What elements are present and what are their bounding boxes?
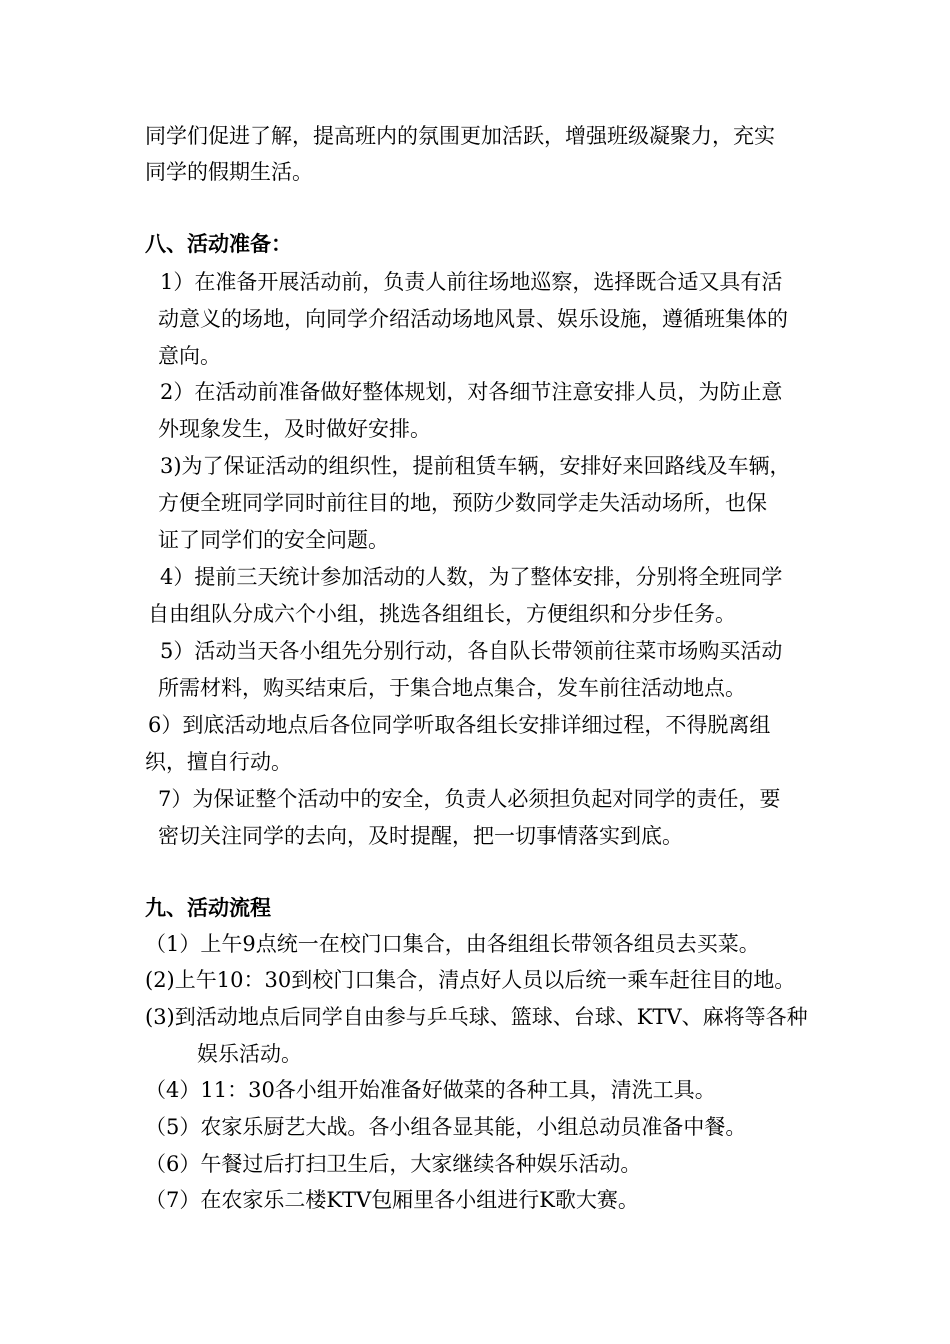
section-heading-process: 九、活动流程 bbox=[145, 896, 271, 920]
preparation-line: 5）活动当天各小组先分别行动，各自队长带领前往菜市场购买活动 bbox=[160, 639, 783, 663]
process-line: (3)到活动地点后同学自由参与乒乓球、篮球、台球、KTV、麻将等各种 bbox=[145, 1005, 808, 1029]
preparation-line: 自由组队分成六个小组，挑选各组组长，方便组织和分步任务。 bbox=[148, 602, 736, 626]
preparation-line: 7）为保证整个活动中的安全，负责人必须担负起对同学的责任，要 bbox=[158, 787, 781, 811]
preparation-line: 方便全班同学同时前往目的地，预防少数同学走失活动场所，也保 bbox=[158, 491, 767, 515]
preparation-line: 6）到底活动地点后各位同学听取各组长安排详细过程，不得脱离组 bbox=[148, 713, 771, 737]
preparation-line: 2）在活动前准备做好整体规划，对各细节注意安排人员，为防止意 bbox=[160, 380, 783, 404]
preparation-line: 意向。 bbox=[158, 344, 221, 368]
section-heading-preparation: 八、活动准备： bbox=[145, 232, 292, 256]
process-line: （6）午餐过后打扫卫生后，大家继续各种娱乐活动。 bbox=[145, 1152, 642, 1176]
preparation-line: 证了同学们的安全问题。 bbox=[158, 528, 389, 552]
preparation-line: 外现象发生，及时做好安排。 bbox=[158, 417, 431, 441]
process-line: (2)上午10：30到校门口集合，清点好人员以后统一乘车赶往目的地。 bbox=[145, 968, 796, 992]
process-line: （4）11：30各小组开始准备好做菜的各种工具，清洗工具。 bbox=[145, 1078, 716, 1102]
preparation-line: 织，擅自行动。 bbox=[145, 750, 292, 774]
preparation-line: 3)为了保证活动的组织性，提前租赁车辆，安排好来回路线及车辆， bbox=[160, 454, 791, 478]
preparation-line: 1）在准备开展活动前，负责人前往场地巡察，选择既合适又具有活 bbox=[160, 270, 783, 294]
process-line: （5）农家乐厨艺大战。各小组各显其能，小组总动员准备中餐。 bbox=[145, 1115, 747, 1139]
intro-line: 同学的假期生活。 bbox=[145, 160, 313, 184]
preparation-line: 密切关注同学的去向，及时提醒，把一切事情落实到底。 bbox=[158, 824, 683, 848]
intro-line: 同学们促进了解，提高班内的氛围更加活跃，增强班级凝聚力，充实 bbox=[145, 124, 775, 148]
process-line: （7）在农家乐二楼KTV包厢里各小组进行K歌大赛。 bbox=[145, 1188, 639, 1212]
preparation-line: 4）提前三天统计参加活动的人数，为了整体安排，分别将全班同学 bbox=[160, 565, 783, 589]
process-line: （1）上午9点统一在校门口集合，由各组组长带领各组员去买菜。 bbox=[145, 932, 760, 956]
preparation-line: 所需材料，购买结束后，于集合地点集合，发车前往活动地点。 bbox=[158, 676, 746, 700]
process-line: 娱乐活动。 bbox=[197, 1042, 302, 1066]
preparation-line: 动意义的场地，向同学介绍活动场地风景、娱乐设施，遵循班集体的 bbox=[158, 307, 788, 331]
